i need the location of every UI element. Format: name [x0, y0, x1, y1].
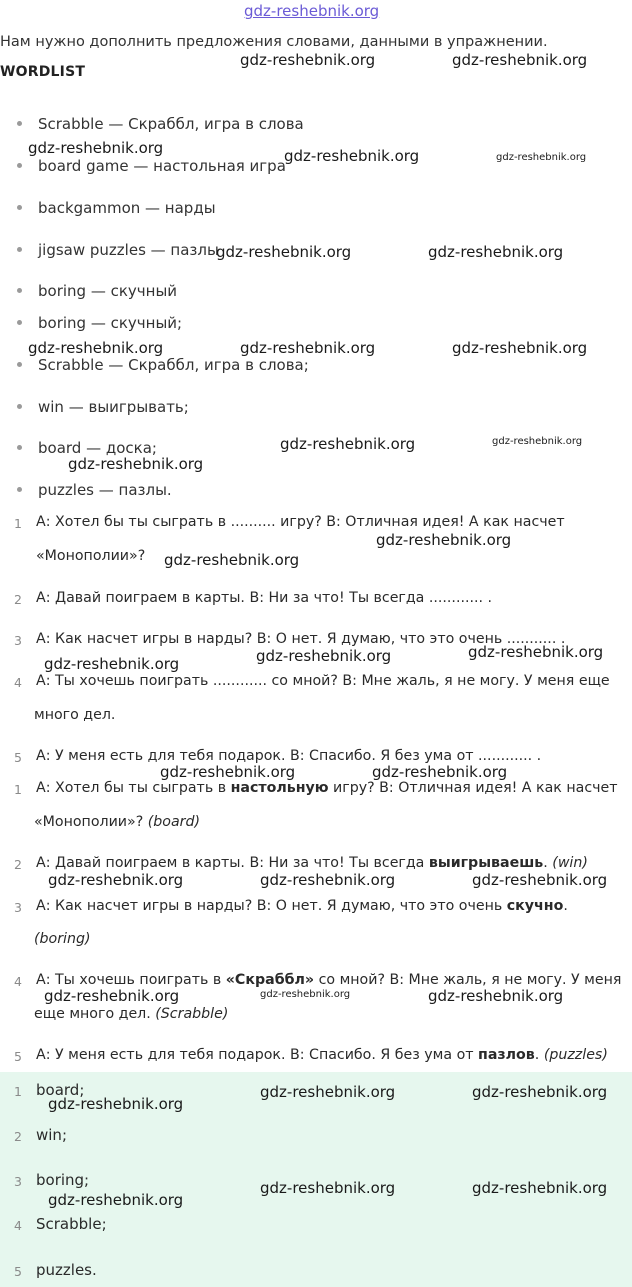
watermark: gdz-reshebnik.org: [452, 51, 588, 69]
item-number: 5: [14, 1264, 22, 1279]
item-number: 5: [14, 1049, 22, 1064]
answer-line: А: Давай поиграем в карты. В: Ни за что! Ты всегда выигрываешь. (win): [36, 855, 588, 871]
bullet-icon: [17, 445, 22, 450]
item-number: 5: [14, 750, 22, 765]
watermark: gdz-reshebnik.org: [428, 987, 564, 1005]
exercise-line: А: Как насчет игры в нарды? В: О нет. Я думаю, что это очень ........... .: [36, 631, 566, 647]
watermark: gdz-reshebnik.org: [472, 871, 608, 889]
watermark: gdz-reshebnik.org: [240, 51, 376, 69]
watermark: gdz-reshebnik.org: [160, 763, 296, 781]
list-item: backgammon — нарды: [17, 199, 216, 217]
answer-line: А: У меня есть для тебя подарок. В: Спасибо. Я без ума от пазлов. (puzzles): [36, 1047, 608, 1063]
exercise-line: А: Давай поиграем в карты. В: Ни за что! Ты всегда ............ .: [36, 590, 493, 606]
watermark: gdz-reshebnik.org: [376, 531, 512, 549]
watermark: gdz-reshebnik.org: [472, 1083, 608, 1101]
answer-line: А: Хотел бы ты сыграть в настольную игру? В: Отличная идея! А как насчет: [36, 780, 618, 796]
answer-word: board;: [36, 1081, 85, 1099]
bullet-icon: [17, 205, 22, 210]
exercise-line: А: У меня есть для тебя подарок. В: Спасибо. Я без ума от ............ .: [36, 748, 542, 764]
list-item: Scrabble — Скраббл, игра в слова: [17, 115, 304, 133]
item-number: 2: [14, 1129, 22, 1144]
watermark: gdz-reshebnik.org: [468, 643, 604, 661]
list-item: jigsaw puzzles — пазлы: [17, 241, 219, 259]
item-number: 1: [14, 516, 22, 531]
list-item: Scrabble — Скраббл, игра в слова;: [17, 356, 309, 374]
watermark: gdz-reshebnik.org: [48, 1191, 184, 1209]
watermark: gdz-reshebnik.org: [260, 1083, 396, 1101]
answer-word: Scrabble;: [36, 1215, 107, 1233]
watermark: gdz-reshebnik.org: [240, 339, 376, 357]
answer-line: (boring): [34, 931, 91, 947]
watermark: gdz-reshebnik.org: [260, 871, 396, 889]
answer-word: win;: [36, 1126, 67, 1144]
watermark: gdz-reshebnik.org: [496, 152, 587, 163]
watermark: gdz-reshebnik.org: [164, 551, 300, 569]
item-number: 2: [14, 857, 22, 872]
item-number: 4: [14, 974, 22, 989]
item-number: 1: [14, 1084, 22, 1099]
bullet-icon: [17, 320, 22, 325]
watermark: gdz-reshebnik.org: [280, 435, 416, 453]
exercise-line: А: Ты хочешь поиграть ............ со мной? В: Мне жаль, я не могу. У меня еще: [36, 673, 610, 689]
watermark: gdz-reshebnik.org: [260, 989, 351, 1000]
bullet-icon: [17, 247, 22, 252]
list-item: board game — настольная игра: [17, 157, 286, 175]
watermark: gdz-reshebnik.org: [28, 139, 164, 157]
list-item: puzzles — пазлы.: [17, 481, 172, 499]
exercise-line: А: Хотел бы ты сыграть в .......... игру? В: Отличная идея! А как насчет: [36, 514, 565, 530]
item-number: 4: [14, 675, 22, 690]
watermark: gdz-reshebnik.org: [372, 763, 508, 781]
item-number: 3: [14, 900, 22, 915]
item-number: 3: [14, 633, 22, 648]
wordlist-title: WORDLIST: [0, 64, 86, 80]
bullet-icon: [17, 404, 22, 409]
answer-line: «Монополии»? (board): [34, 814, 201, 830]
watermark: gdz-reshebnik.org: [68, 455, 204, 473]
bullet-icon: [17, 288, 22, 293]
list-item: boring — скучный;: [17, 314, 182, 332]
item-number: 2: [14, 592, 22, 607]
watermark: gdz-reshebnik.org: [452, 339, 588, 357]
bullet-icon: [17, 487, 22, 492]
watermark: gdz-reshebnik.org: [44, 987, 180, 1005]
answer-line: А: Как насчет игры в нарды? В: О нет. Я думаю, что это очень скучно.: [36, 898, 568, 914]
item-number: 3: [14, 1174, 22, 1189]
exercise-line: «Монополии»?: [36, 548, 146, 564]
list-item: board — доска;: [17, 439, 157, 457]
watermark: gdz-reshebnik.org: [428, 243, 564, 261]
watermark: gdz-reshebnik.org: [260, 1179, 396, 1197]
bullet-icon: [17, 121, 22, 126]
answer-word: boring;: [36, 1171, 90, 1189]
answer-line: А: Ты хочешь поиграть в «Скраббл» со мной? В: Мне жаль, я не могу. У меня: [36, 972, 622, 988]
watermark: gdz-reshebnik.org: [472, 1179, 608, 1197]
item-number: 4: [14, 1218, 22, 1233]
watermark: gdz-reshebnik.org: [492, 436, 583, 447]
site-link[interactable]: gdz-reshebnik.org: [244, 2, 380, 20]
exercise-line: много дел.: [34, 707, 116, 723]
answer-word: puzzles.: [36, 1261, 97, 1279]
answer-line: еще много дел. (Scrabble): [34, 1006, 229, 1022]
bullet-icon: [17, 163, 22, 168]
bullet-icon: [17, 362, 22, 367]
list-item: boring — скучный: [17, 282, 177, 300]
list-item: win — выигрывать;: [17, 398, 189, 416]
watermark: gdz-reshebnik.org: [48, 1095, 184, 1113]
watermark: gdz-reshebnik.org: [284, 147, 420, 165]
watermark: gdz-reshebnik.org: [256, 647, 392, 665]
watermark: gdz-reshebnik.org: [216, 243, 352, 261]
intro-text: Нам нужно дополнить предложения словами, данными в упражнении.: [0, 34, 548, 50]
watermark: gdz-reshebnik.org: [44, 655, 180, 673]
item-number: 1: [14, 782, 22, 797]
watermark: gdz-reshebnik.org: [28, 339, 164, 357]
watermark: gdz-reshebnik.org: [48, 871, 184, 889]
